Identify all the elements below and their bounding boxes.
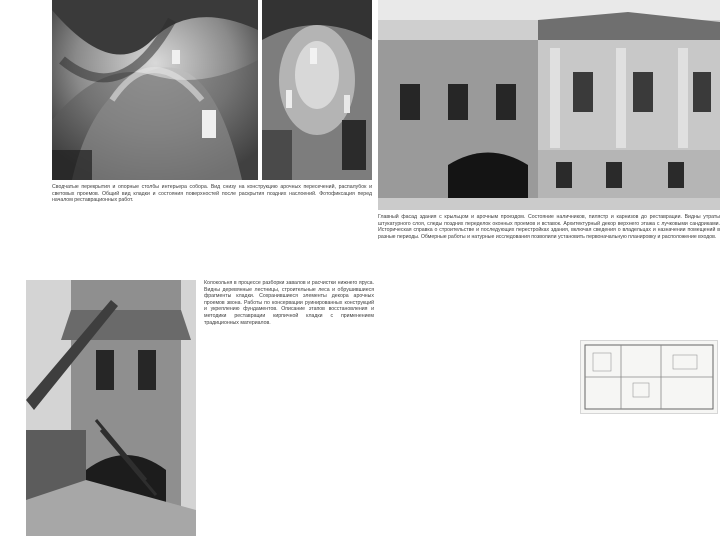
vaulted-interior-photo	[52, 0, 258, 180]
chambers-facade-photo	[378, 0, 720, 210]
caption-chambers-facade	[378, 214, 720, 326]
caption-body: Сводчатые перекрытия и опорные столбы интерьера собора. Вид снизу на конструкцию арочных пересечений, распалубок и световых проемов. Общий вид кладки и состояния поверхностей после раскрытия поздних наслоений. Фотофиксация перед началом реставрационных работ.	[52, 184, 372, 204]
floor-plan-drawing	[580, 340, 718, 414]
caption-body: Главный фасад здания с крыльцом и арочным проездом. Состояние наличников, пилястр и карнизов до реставрации. Видны утраты штукатурного слоя, следы поздних переделок оконных проемов и вставок. Архитектурный декор верхнего этажа с лучковыми сандриками. Историческая справка о строительстве и последующих перестройках здания, включая сведения о владельцах и назначении помещений в разные периоды. Обмерные работы и натурные исследования позволили установить первоначальную планировку и расположение входов.	[378, 214, 720, 240]
dome-drum-photo	[262, 0, 372, 180]
bell-tower-ruin-photo	[26, 280, 196, 536]
caption-vaulted-interior	[52, 184, 372, 246]
caption-bell-tower	[204, 280, 374, 372]
caption-body: Колокольня в процессе разборки завалов и расчистки нижнего яруса. Видны деревянные лестницы, строительные леса и обрушившиеся фрагменты кладки. Сохранившиеся элементы декора арочных проемов звона. Работы по консервации руинированных конструкций и укреплению фундаментов. Описание этапов восстановления и методики реставрации кирпичной кладки с применением традиционных материалов.	[204, 280, 374, 326]
